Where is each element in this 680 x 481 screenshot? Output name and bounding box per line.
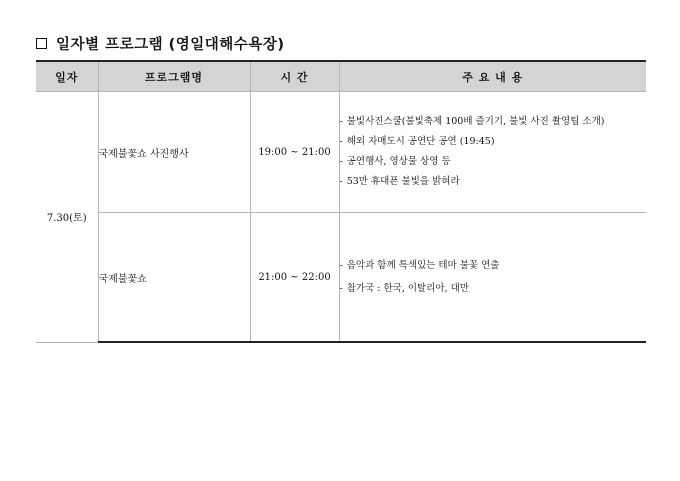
details-cell bbox=[339, 92, 646, 213]
time-cell: 19:00 ~ 21:00 bbox=[250, 92, 339, 213]
date-cell: 7.30(토) bbox=[36, 92, 98, 343]
time-cell: 21:00 ~ 22:00 bbox=[250, 213, 339, 343]
page-heading bbox=[36, 33, 284, 54]
list-item: - 해외 자매도시 공연단 공연 (19:45) bbox=[339, 136, 495, 147]
header-date: 일자 bbox=[36, 61, 98, 92]
checkbox-square-icon bbox=[36, 38, 47, 49]
heading-text: 일자별 프로그램 (영일대해수욕장) bbox=[56, 37, 285, 53]
program-cell: 국제불꽃쇼 사진행사 bbox=[98, 92, 250, 213]
program-cell: 국제불꽃쇼 bbox=[98, 213, 250, 343]
list-item: - 불빛사진스쿨(불빛축제 100배 즐기기, 불빛 사진 촬영팁 소개) bbox=[339, 116, 605, 127]
table-row bbox=[36, 92, 646, 213]
header-time: 시 간 bbox=[250, 61, 339, 92]
table-row bbox=[36, 213, 646, 343]
header-details: 주 요 내 용 bbox=[339, 61, 646, 92]
details-cell bbox=[339, 213, 646, 343]
table-header-row bbox=[36, 61, 646, 92]
list-item: - 음악과 함께 특색있는 테마 불꽃 연출 bbox=[339, 259, 500, 271]
details-list bbox=[340, 116, 647, 188]
list-item: - 53만 휴대폰 불빛을 밝혀라 bbox=[339, 176, 460, 187]
list-item: - 참가국 : 한국, 이탈리아, 대만 bbox=[339, 282, 469, 294]
list-item: - 공연행사, 영상물 상영 등 bbox=[339, 156, 451, 167]
schedule-table bbox=[36, 60, 646, 343]
header-program: 프로그램명 bbox=[98, 61, 250, 92]
details-list bbox=[340, 260, 647, 295]
